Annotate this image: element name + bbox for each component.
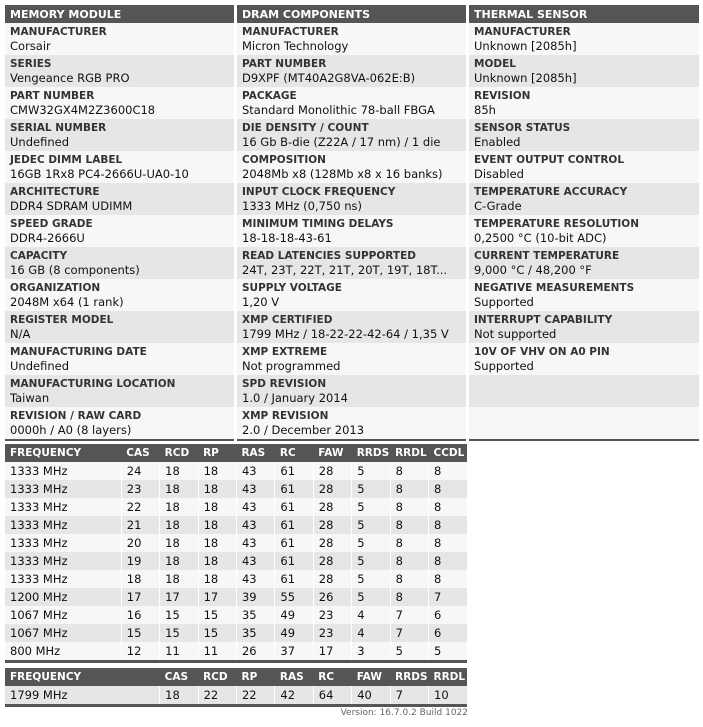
info-value: 24T, 23T, 22T, 21T, 20T, 19T, 18T... [242,263,448,277]
table-row [5,534,467,552]
column-header: CAS [160,668,198,686]
table-cell: 12 [121,642,159,662]
info-value: C-Grade [474,199,522,213]
info-row [237,279,466,311]
table-cell: 21 [121,516,159,534]
table-cell: 20 [121,534,159,552]
memory-module-panel [5,5,234,441]
info-value: 1,20 V [242,295,280,309]
table-cell: 61 [275,516,313,534]
table-cell: 61 [275,480,313,498]
table-cell: 23 [313,606,351,624]
table-cell: 8 [390,516,428,534]
table-cell: 1067 MHz [10,626,68,640]
info-row [5,215,234,247]
info-row [237,55,466,87]
info-row [469,407,699,439]
section-header: DRAM COMPONENTS [237,5,466,23]
info-label: TEMPERATURE ACCURACY [474,186,628,198]
info-value: Not programmed [242,359,341,373]
info-row [237,343,466,375]
info-row [469,311,699,343]
table-cell: 7 [390,686,428,706]
table-cell: 28 [313,498,351,516]
table-row [5,570,467,588]
info-label: PART NUMBER [10,90,95,102]
table-cell: 1067 MHz [10,608,68,622]
table-cell: 1333 MHz [10,518,68,532]
info-row [469,183,699,215]
info-label: CURRENT TEMPERATURE [474,250,620,262]
info-value: 1333 MHz (0,750 ns) [242,199,363,213]
table-cell: 28 [313,480,351,498]
table-cell: 22 [198,686,236,706]
info-value: 16GB 1Rx8 PC4-2666U-UA0-10 [10,167,189,181]
info-label: SPD REVISION [242,378,327,390]
table-row [5,606,467,624]
table-cell: 10 [429,686,467,706]
info-row [469,375,699,407]
table-cell: 7 [390,624,428,642]
info-value: Undefined [10,359,69,373]
info-row [5,119,234,151]
table-cell: 28 [313,462,351,480]
table-cell: 15 [198,624,236,642]
table-cell: 18 [160,462,198,480]
table-cell: 1200 MHz [10,590,68,604]
table-cell: 5 [352,462,390,480]
info-row [237,247,466,279]
info-label: XMP REVISION [242,410,329,422]
table-row [5,686,467,706]
info-value: Undefined [10,135,69,149]
section-header: THERMAL SENSOR [469,5,699,23]
info-row [469,55,699,87]
table-cell: 28 [313,516,351,534]
info-label: DIE DENSITY / COUNT [242,122,369,134]
column-header: CCDL [429,444,468,462]
table-cell: 18 [160,686,198,706]
thermal-sensor-panel [469,5,699,441]
info-row [5,151,234,183]
table-cell: 8 [429,498,468,516]
info-row [469,279,699,311]
column-header: FAW [313,444,351,462]
table-cell: 18 [160,498,198,516]
info-label: 10V OF VHV ON A0 PIN [474,346,610,358]
column-header: RRDS [390,668,428,686]
info-row [469,151,699,183]
table-cell: 5 [352,498,390,516]
info-label: MODEL [474,58,516,70]
info-label: SERIAL NUMBER [10,122,107,134]
column-header: RC [275,444,313,462]
info-value: Micron Technology [242,39,349,53]
table-cell: 8 [390,570,428,588]
table-cell: 1333 MHz [10,554,68,568]
table-cell: 15 [160,606,198,624]
info-label: COMPOSITION [242,154,326,166]
info-label: SERIES [10,58,52,70]
info-value: Supported [474,359,534,373]
section-rows [5,23,234,439]
column-header: RRDS [352,444,390,462]
table-cell: 18 [198,570,236,588]
table-cell: 23 [313,624,351,642]
table-cell: 39 [236,588,274,606]
column-header: RRDL [390,444,428,462]
table-cell: 49 [275,606,313,624]
version-label: Version: 16.7.0.2 Build 1022 [340,708,468,718]
table-row [5,498,467,516]
table-cell: 22 [236,686,274,706]
table-cell: 18 [198,480,236,498]
table-cell: 8 [429,552,468,570]
xmp-timings-table [5,668,467,707]
table-cell: 61 [275,570,313,588]
table-cell: 43 [236,534,274,552]
info-label: PACKAGE [242,90,297,102]
section-rows [237,23,466,439]
table-cell: 7 [390,606,428,624]
info-label: XMP EXTREME [242,346,328,358]
table-cell: 8 [390,534,428,552]
info-label: EVENT OUTPUT CONTROL [474,154,625,166]
info-value: 2.0 / December 2013 [242,423,365,437]
info-label: XMP CERTIFIED [242,314,333,326]
column-header: RAS [275,668,313,686]
info-label: SUPPLY VOLTAGE [242,282,342,294]
table-cell: 28 [313,570,351,588]
info-value: Standard Monolithic 78-ball FBGA [242,103,435,117]
info-label: JEDEC DIMM LABEL [10,154,123,166]
info-label: MANUFACTURING LOCATION [10,378,176,390]
table-cell: 19 [121,552,159,570]
info-value: 2048M x64 (1 rank) [10,295,124,309]
table-cell: 42 [275,686,313,706]
info-label: READ LATENCIES SUPPORTED [242,250,416,262]
table-cell: 49 [275,624,313,642]
table-cell: 5 [352,588,390,606]
info-value: 0,2500 °C (10-bit ADC) [474,231,607,245]
info-label: MINIMUM TIMING DELAYS [242,218,394,230]
table-cell: 18 [160,552,198,570]
info-row [5,183,234,215]
table-cell: 5 [352,552,390,570]
table-cell: 8 [429,516,468,534]
table-cell: 35 [236,624,274,642]
table-row [5,552,467,570]
table-cell: 28 [313,534,351,552]
table-cell: 18 [160,534,198,552]
info-row [5,343,234,375]
info-label: MANUFACTURER [242,26,339,38]
table-cell: 18 [160,516,198,534]
info-value: 16 Gb B-die (Z22A / 17 nm) / 1 die [242,135,441,149]
table-cell: 1333 MHz [10,500,68,514]
info-row [5,279,234,311]
table-cell: 43 [236,552,274,570]
info-value: 18-18-18-43-61 [242,231,332,245]
info-label: ARCHITECTURE [10,186,100,198]
table-cell: 55 [275,588,313,606]
info-row [469,87,699,119]
table-cell: 26 [313,588,351,606]
info-label: INPUT CLOCK FREQUENCY [242,186,396,198]
column-header: RCD [198,668,236,686]
section-rows [469,23,699,439]
info-label: NEGATIVE MEASUREMENTS [474,282,635,294]
table-cell: 18 [198,516,236,534]
table-cell: 23 [121,480,159,498]
table-cell: 43 [236,570,274,588]
table-cell: 6 [429,606,468,624]
table-cell: 24 [121,462,159,480]
info-label: TEMPERATURE RESOLUTION [474,218,640,230]
info-value: Unknown [2085h] [474,39,577,53]
table-cell: 800 MHz [10,644,61,658]
table-cell: 61 [275,498,313,516]
table-cell: 43 [236,480,274,498]
info-value: Corsair [10,39,51,53]
column-header: RRDL [429,668,467,686]
info-row [237,23,466,55]
table-cell: 16 [121,606,159,624]
info-value: Vengeance RGB PRO [10,71,130,85]
info-row [237,119,466,151]
table-cell: 35 [236,606,274,624]
table-cell: 1799 MHz [10,688,68,702]
info-row [237,407,466,439]
info-value: 9,000 °C / 48,200 °F [474,263,592,277]
info-row [469,23,699,55]
info-row [237,87,466,119]
info-row [469,215,699,247]
table-row [5,480,467,498]
table-cell: 22 [121,498,159,516]
table-cell: 17 [313,642,351,662]
jedec-timings-table [5,444,467,663]
info-row [5,23,234,55]
table-cell: 8 [429,534,468,552]
table-cell: 5 [352,516,390,534]
column-header: RCD [160,444,198,462]
info-value: Unknown [2085h] [474,71,577,85]
table-cell: 18 [198,552,236,570]
table-cell: 18 [198,462,236,480]
table-cell: 1333 MHz [10,482,68,496]
table-cell: 1333 MHz [10,464,68,478]
table-cell: 5 [352,570,390,588]
column-header: RP [236,668,274,686]
table-cell: 37 [275,642,313,662]
table-cell: 17 [121,588,159,606]
table-cell: 18 [160,570,198,588]
info-value: DDR4-2666U [10,231,85,245]
section-header: MEMORY MODULE [5,5,234,23]
info-row [237,375,466,407]
info-row [5,87,234,119]
table-cell: 8 [429,462,468,480]
column-header: FREQUENCY [5,444,121,462]
table-cell: 40 [352,686,390,706]
info-value: 2048Mb x8 (128Mb x8 x 16 banks) [242,167,443,181]
info-value: Not supported [474,327,557,341]
table-cell: 4 [352,624,390,642]
table-cell: 64 [313,686,351,706]
table-cell: 5 [390,642,428,662]
column-header: RAS [236,444,274,462]
table-cell: 11 [160,642,198,662]
table-row [5,642,467,662]
info-value: Taiwan [10,391,50,405]
table-cell: 17 [198,588,236,606]
info-label: SENSOR STATUS [474,122,571,134]
table-cell: 8 [390,552,428,570]
table-cell: 61 [275,534,313,552]
info-row [5,55,234,87]
info-row [5,375,234,407]
info-label: ORGANIZATION [10,282,101,294]
table-cell: 15 [160,624,198,642]
table-cell: 7 [429,588,468,606]
info-row [469,247,699,279]
info-value: CMW32GX4M2Z3600C18 [10,103,156,117]
info-label: REVISION / RAW CARD [10,410,142,422]
table-cell: 5 [429,642,468,662]
info-row [5,407,234,439]
column-header: FAW [352,668,390,686]
table-cell: 28 [313,552,351,570]
table-row [5,516,467,534]
info-label: PART NUMBER [242,58,327,70]
info-row [469,343,699,375]
table-row [5,588,467,606]
info-row [237,183,466,215]
info-row [5,311,234,343]
table-cell: 8 [429,480,468,498]
table-cell: 1333 MHz [10,536,68,550]
table-cell: 11 [198,642,236,662]
info-row [237,311,466,343]
column-header: CAS [121,444,159,462]
table-cell: 43 [236,516,274,534]
header-row [5,444,467,462]
table-cell: 43 [236,462,274,480]
table-row [5,624,467,642]
info-value: 1799 MHz / 18-22-22-42-64 / 1,35 V [242,327,449,341]
info-label: REGISTER MODEL [10,314,114,326]
info-label: MANUFACTURING DATE [10,346,147,358]
info-row [469,119,699,151]
table-cell: 3 [352,642,390,662]
column-header: RP [198,444,236,462]
table-cell: 15 [121,624,159,642]
info-row [237,215,466,247]
table-cell: 61 [275,552,313,570]
info-value: 85h [474,103,496,117]
column-header: FREQUENCY [5,668,160,686]
table-cell: 18 [198,498,236,516]
table-cell: 8 [429,570,468,588]
info-label: SPEED GRADE [10,218,93,230]
info-label: MANUFACTURER [10,26,107,38]
table-cell: 18 [160,480,198,498]
table-cell: 8 [390,498,428,516]
table-cell: 17 [160,588,198,606]
table-cell: 1333 MHz [10,572,68,586]
info-value: Enabled [474,135,521,149]
info-label: CAPACITY [10,250,68,262]
info-row [5,247,234,279]
info-value: 0000h / A0 (8 layers) [10,423,132,437]
info-value: 16 GB (8 components) [10,263,140,277]
table-cell: 15 [198,606,236,624]
table-row [5,462,467,480]
info-value: DDR4 SDRAM UDIMM [10,199,133,213]
info-label: INTERRUPT CAPABILITY [474,314,613,326]
info-value: Disabled [474,167,524,181]
table-cell: 61 [275,462,313,480]
column-header: RC [313,668,351,686]
table-cell: 5 [352,534,390,552]
table-cell: 8 [390,588,428,606]
table-cell: 8 [390,462,428,480]
info-value: N/A [10,327,31,341]
info-label: MANUFACTURER [474,26,571,38]
table-cell: 8 [390,480,428,498]
info-label: REVISION [474,90,531,102]
table-cell: 4 [352,606,390,624]
table-cell: 26 [236,642,274,662]
header-row [5,668,467,686]
info-row [237,151,466,183]
info-value: 1.0 / January 2014 [242,391,348,405]
info-value: D9XPF (MT40A2G8VA-062E:B) [242,71,416,85]
table-cell: 18 [198,534,236,552]
table-cell: 18 [121,570,159,588]
info-value: Supported [474,295,534,309]
table-cell: 43 [236,498,274,516]
table-cell: 6 [429,624,468,642]
dram-components-panel [237,5,466,441]
table-cell: 5 [352,480,390,498]
